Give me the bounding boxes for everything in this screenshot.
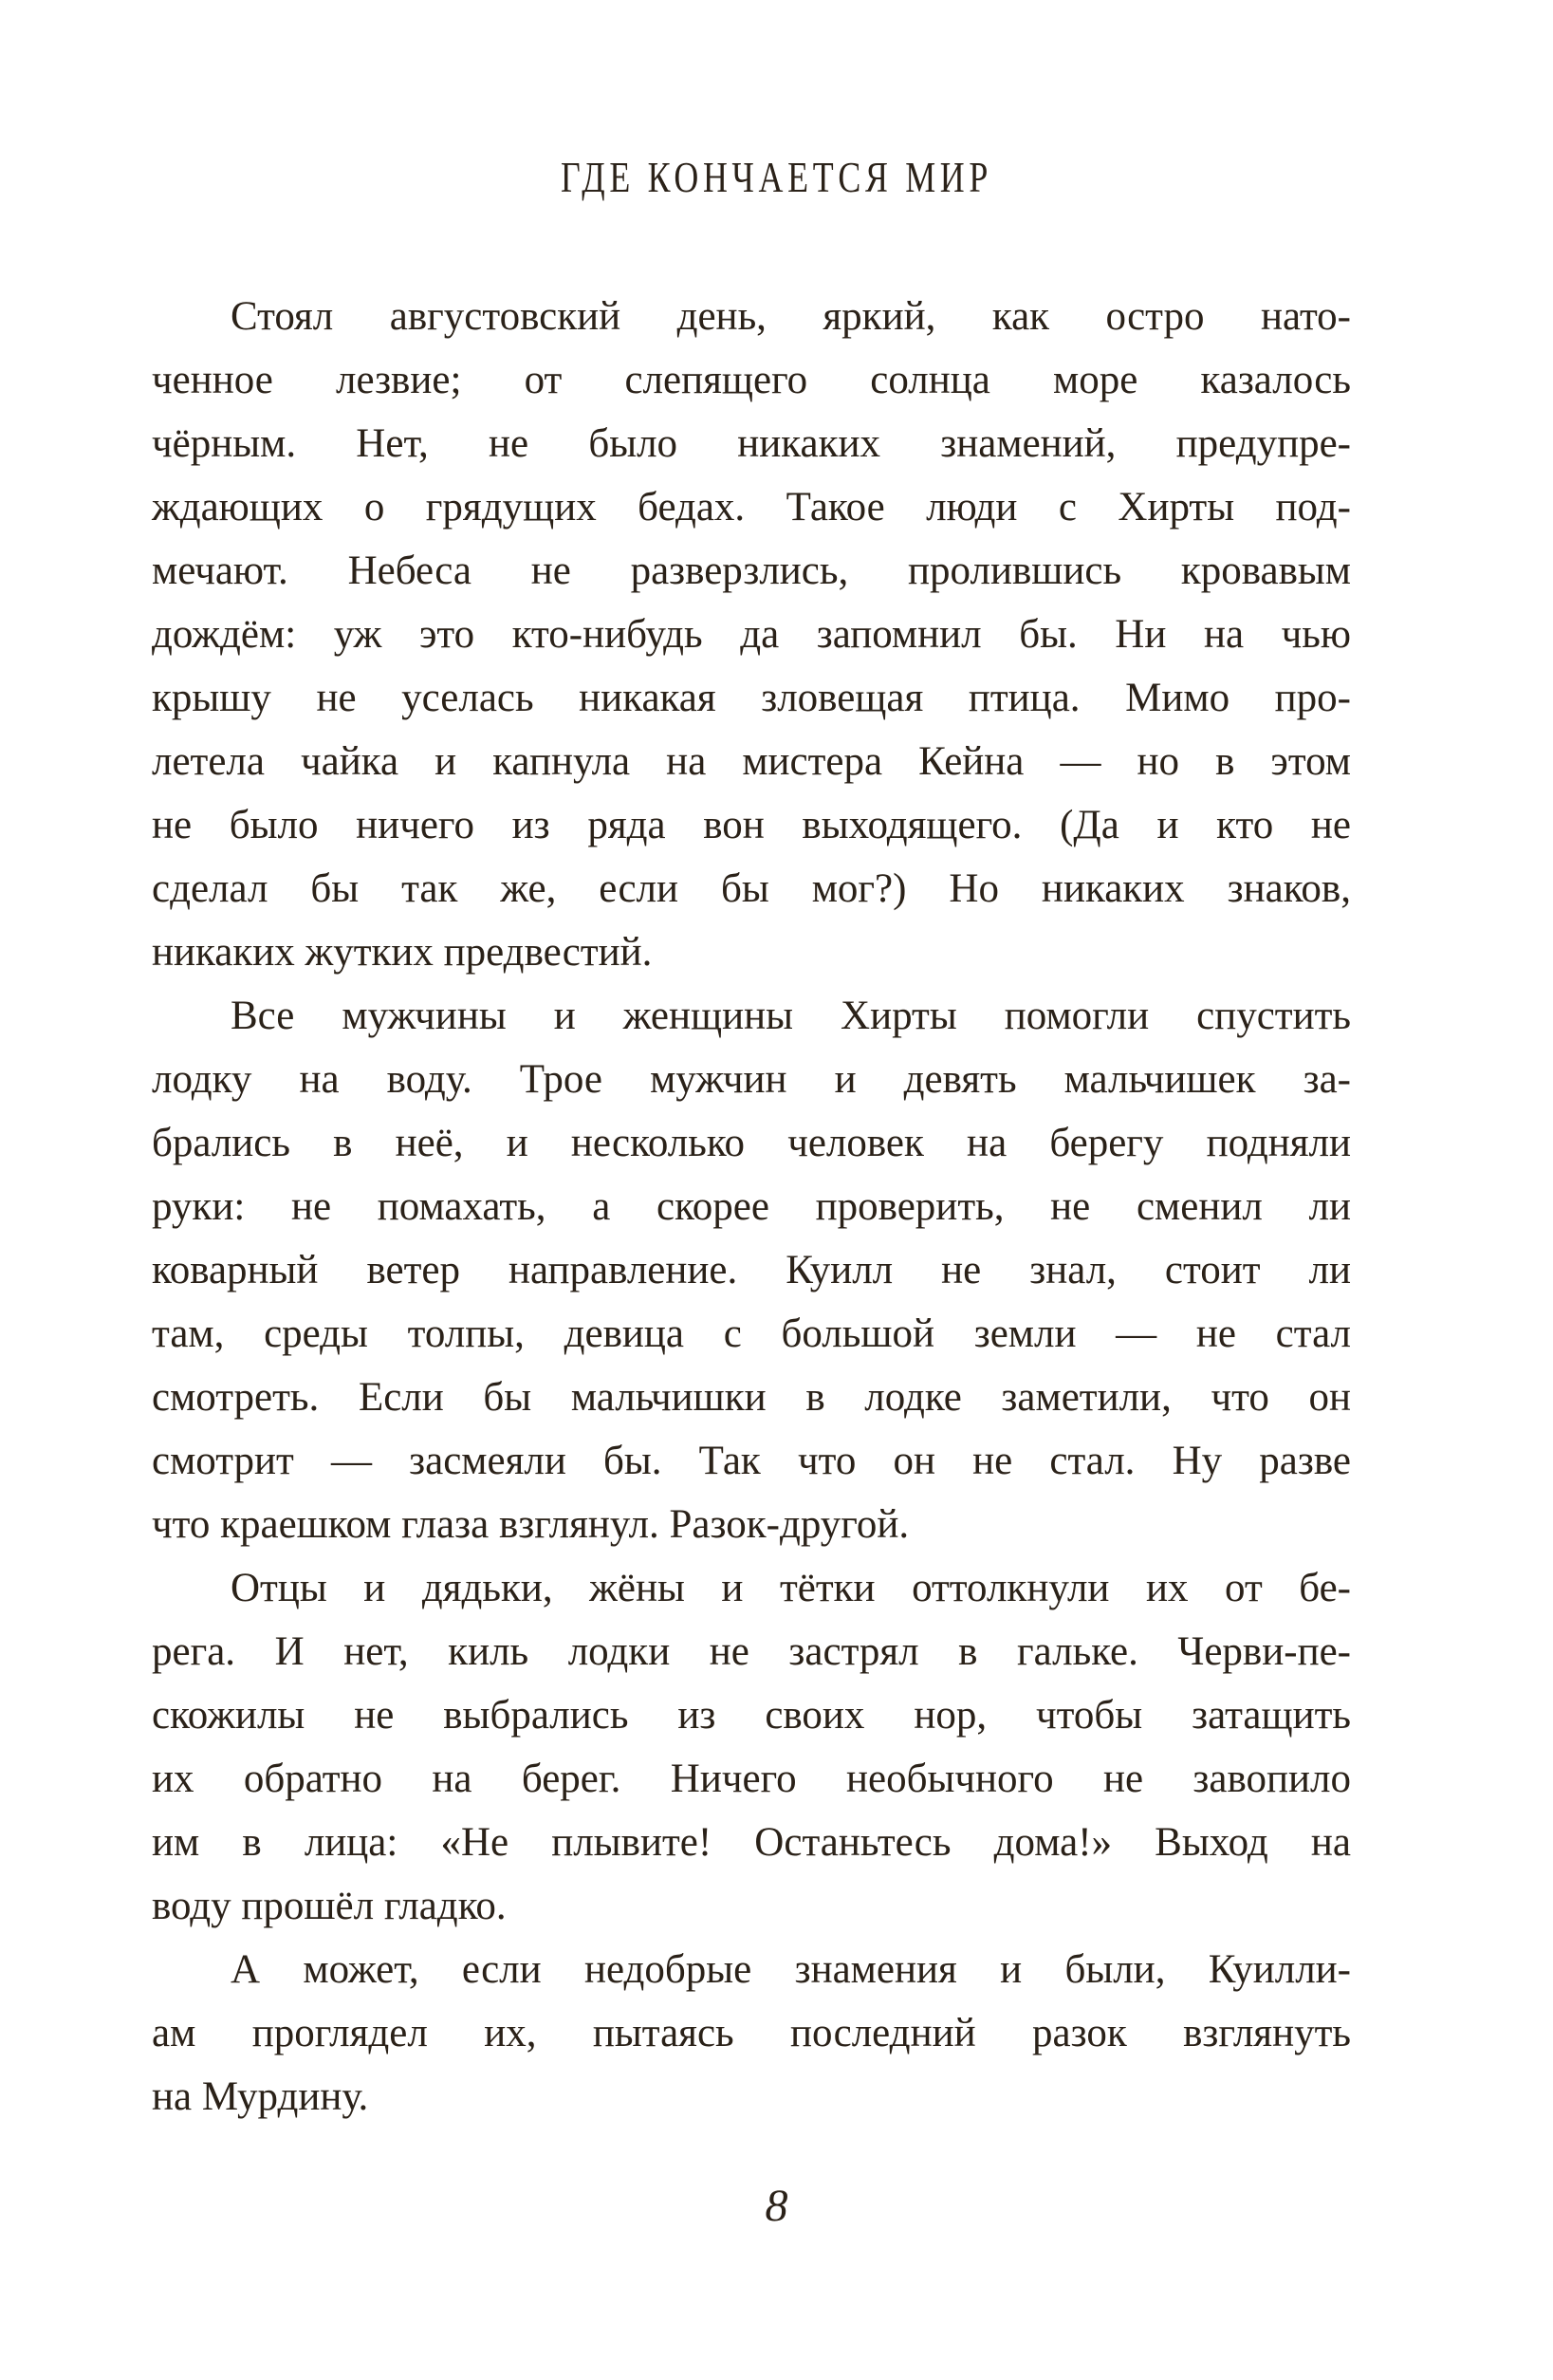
- text-line: не было ничего из ряда вон выходящего. (Да и кто не: [152, 803, 1351, 847]
- text-line: им в лица: «Не плывите! Останьтесь дома!» Выход на: [152, 1820, 1351, 1865]
- text-line: что краешком глаза взглянул. Разок-другой.: [152, 1502, 910, 1547]
- text-line: рега. И нет, киль лодки не застрял в гальке. Черви-пе-: [152, 1629, 1351, 1674]
- text-line: на Мурдину.: [152, 2074, 369, 2119]
- text-line: крышу не уселась никакая зловещая птица. Мимо про-: [152, 676, 1351, 720]
- text-line: чёрным. Нет, не было никаких знамений, предупре-: [152, 421, 1351, 466]
- text-line: сделал бы так же, если бы мог?) Но никаких знаков,: [152, 866, 1351, 911]
- text-line: смотрит — засмеяли бы. Так что он не стал. Ну разве: [152, 1439, 1351, 1483]
- text-line: воду прошёл гладко.: [152, 1884, 507, 1928]
- text-line: мечают. Небеса не разверзлись, пролившись кровавым: [152, 549, 1351, 593]
- text-line: лодку на воду. Трое мужчин и девять мальчишек за-: [152, 1057, 1351, 1102]
- paragraph: [152, 285, 1351, 984]
- page-number: 8: [765, 2181, 788, 2231]
- text-line: летела чайка и капнула на мистера Кейна — но в этом: [152, 739, 1351, 784]
- text-line: брались в неё, и несколько человек на берегу подняли: [152, 1121, 1351, 1165]
- paragraph: [152, 984, 1351, 1556]
- text-line: ам проглядел их, пытаясь последний разок взглянуть: [152, 2011, 1351, 2055]
- text-line: коварный ветер направление. Куилл не знал, стоит ли: [152, 1248, 1351, 1292]
- text-line: никаких жутких предвестий.: [152, 930, 653, 975]
- text-line: дождём: уж это кто-нибудь да запомнил бы. Ни на чью: [152, 612, 1351, 657]
- text-line: ченное лезвие; от слепящего солнца море казалось: [152, 358, 1351, 402]
- text-line: Все мужчины и женщины Хирты помогли спустить: [231, 994, 1351, 1038]
- text-line: смотреть. Если бы мальчишки в лодке заметили, что он: [152, 1375, 1351, 1420]
- text-line: руки: не помахать, а скорее проверить, не сменил ли: [152, 1184, 1351, 1229]
- text-line: Стоял августовский день, яркий, как остро нато-: [231, 294, 1351, 339]
- text-line: ждающих о грядущих бедах. Такое люди с Хирты под-: [152, 485, 1351, 530]
- body-text: [152, 285, 1351, 2129]
- paragraph: [152, 1938, 1351, 2129]
- text-line: их обратно на берег. Ничего необычного не завопило: [152, 1757, 1351, 1801]
- paragraph: [152, 1556, 1351, 1938]
- text-line: Отцы и дядьки, жёны и тётки оттолкнули их от бе-: [231, 1566, 1351, 1610]
- text-line: скожилы не выбрались из своих нор, чтобы затащить: [152, 1693, 1351, 1738]
- text-line: там, среды толпы, девица с большой земли — не стал: [152, 1311, 1351, 1356]
- running-title: ГДЕ КОНЧАЕТСЯ МИР: [560, 153, 993, 201]
- text-line: А может, если недобрые знамения и были, Куилли-: [231, 1947, 1351, 1992]
